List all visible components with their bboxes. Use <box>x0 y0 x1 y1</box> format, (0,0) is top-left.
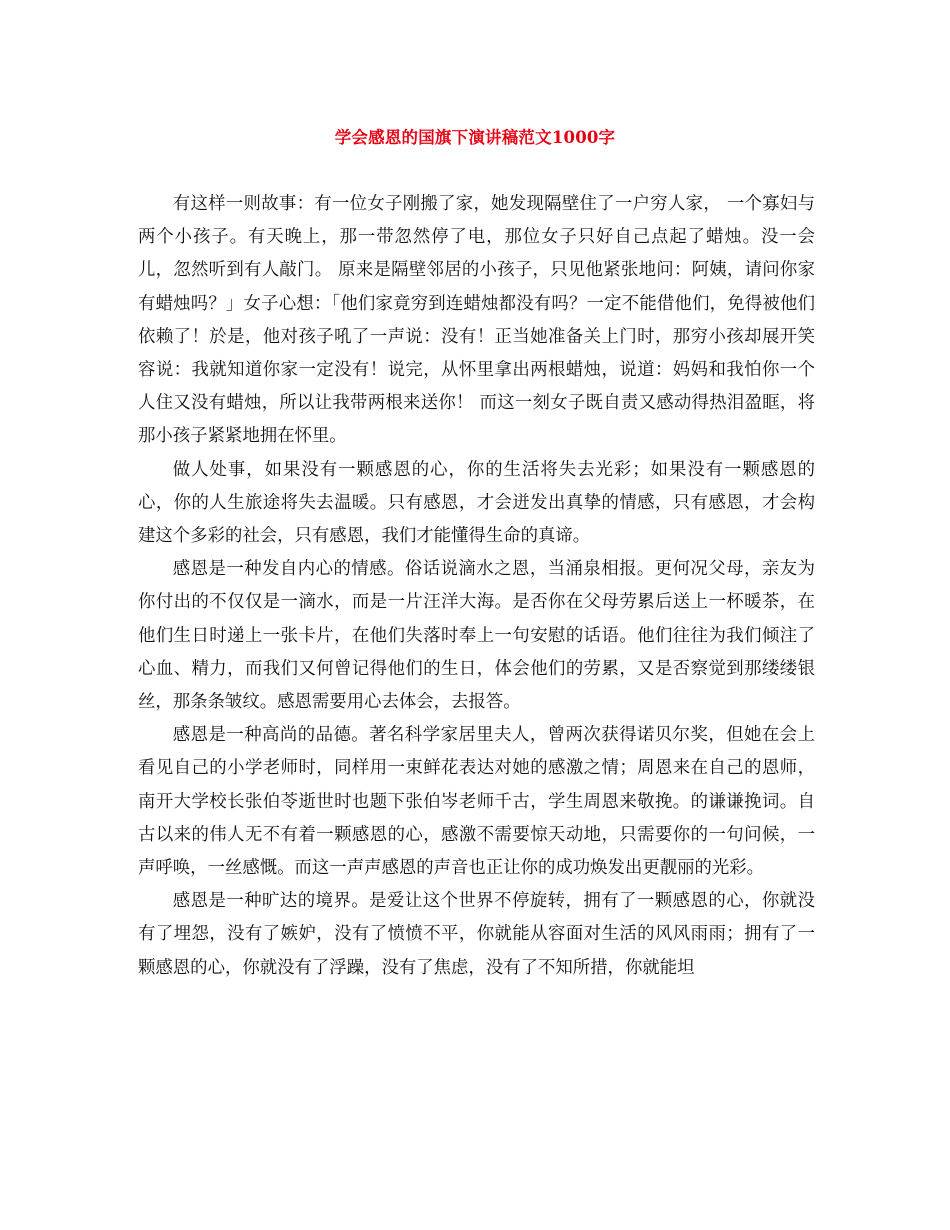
document-title: 学会感恩的国旗下演讲稿范文1000字 <box>334 128 616 147</box>
paragraph-emotion: 感恩是一种发自内心的情感。俗话说滴水之恩，当涌泉相报。更何况父母，亲友为你付出的不仅仅是一滴水，而是一片汪洋大海。是否你在父母劳累后送上一杯暖茶，在他们生日时递上一张卡片，在他们失落时奉上一句安慰的话语。他们往往为我们倾注了心血、精力，而我们又何曾记得他们的生日，体会他们的劳累，又是否察觉到那缕缕银丝，那条条皱纹。感恩需要用心去体会，去报答。 <box>138 559 815 713</box>
paragraph-virtue: 感恩是一种高尚的品德。著名科学家居里夫人，曾两次获得诺贝尔奖，但她在会上看见自己的小学老师时，同样用一束鲜花表达对她的感激之情；周恩来在自己的恩师，南开大学校长张伯苓逝世时也题下张伯岑老师千古，学生周恩来敬挽。的谦谦挽词。自古以来的伟人无不有着一颗感恩的心，感激不需要惊天动地，只需要你的一句问候，一声呼唤，一丝感慨。而这一声声感恩的声音也正让你的成功焕发出更靓丽的光彩。 <box>138 725 815 879</box>
document-body <box>138 188 815 985</box>
paragraph-story: 有这样一则故事：有一位女子刚搬了家，她发现隔壁住了一户穷人家， 一个寡妇与两个小孩子。有天晚上，那一带忽然停了电，那位女子只好自己点起了蜡烛。没一会儿，忽然听到有人敲门。 原来是隔壁邻居的小孩子，只见他紧张地问：阿姨，请问你家有蜡烛吗？」女子心想：「他们家竟穷到连蜡烛都没有吗？一定不能借他们，免得被他们依赖了！於是，他对孩子吼了一声说：没有！正当她准备关上门时，那穷小孩却展开笑容说：我就知道你家一定没有！说完，从怀里拿出两根蜡烛，说道：妈妈和我怕你一个人住又没有蜡烛，所以让我带两根来送你！ 而这一刻女子既自责又感动得热泪盈眶，将那小孩子紧紧地拥在怀里。 <box>138 194 815 447</box>
paragraph-life: 做人处事，如果没有一颗感恩的心，你的生活将失去光彩；如果没有一颗感恩的心，你的人生旅途将失去温暖。只有感恩，才会迸发出真挚的情感，只有感恩，才会构建这个多彩的社会，只有感恩，我们才能懂得生命的真谛。 <box>138 459 815 547</box>
paragraph-realm: 感恩是一种旷达的境界。是爱让这个世界不停旋转，拥有了一颗感恩的心，你就没有了埋怨，没有了嫉妒，没有了愤愤不平，你就能从容面对生活的风风雨雨；拥有了一颗感恩的心，你就没有了浮躁，没有了焦虑，没有了不知所措，你就能坦 <box>138 891 815 978</box>
